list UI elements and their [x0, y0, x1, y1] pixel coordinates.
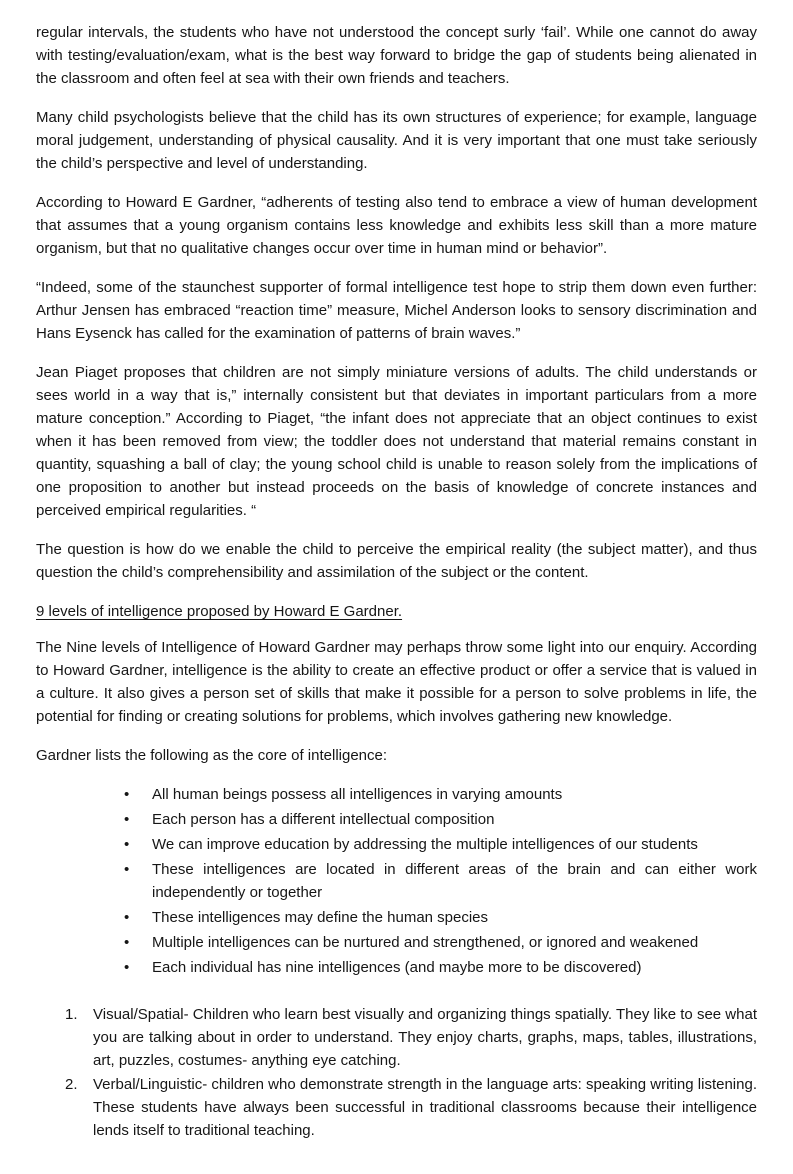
paragraph-gardner-quote: According to Howard E Gardner, “adherents of testing also tend to embrace a view of human development that assumes that a young organism contains less knowledge and exhibits less skill than a more mature organism, but that no qualitative changes occur over time in human mind or behavior”. — [36, 194, 757, 257]
bullet-item: • Each individual has nine intelligences (and maybe more to be discovered) — [36, 956, 757, 979]
numbered-item-visual-spatial — [36, 1003, 757, 1072]
paragraph-child-psychologists: Many child psychologists believe that the child has its own structures of experience; for example, language moral judgement, understanding of physical causality. And it is very important that one must take seriously the child’s perspective and level of understanding. — [36, 109, 757, 172]
intelligence-types-numbered-list — [36, 1003, 757, 1142]
bullet-item: • These intelligences are located in different areas of the brain and can either work independently or together — [36, 858, 757, 904]
paragraph-gardner-lists: Gardner lists the following as the core of intelligence: — [36, 747, 388, 764]
paragraph-indeed-quote: “Indeed, some of the staunchest supporter of formal intelligence test hope to strip them down even further: Arthur Jensen has embraced “reaction time” measure, Michel Anderson looks to sensory discrimination and Hans Eysenck has called for the examination of patterns of brain waves.” — [36, 279, 757, 342]
paragraph-the-question: The question is how do we enable the child to perceive the empirical reality (the subject matter), and thus question the child’s comprehensibility and assimilation of the subject or the content. — [36, 541, 757, 581]
item-text: Visual/Spatial- Children who learn best visually and organizing things spatially. They like to see what you are talking about in order to understand. They enjoy charts, graphs, maps, tables, illustrations, art, puzzles, costumes- anything eye catching. — [93, 1006, 757, 1069]
core-intelligence-bullet-list — [36, 783, 757, 979]
item-number: 1. — [65, 1006, 78, 1023]
bullet-item: • These intelligences may define the human species — [36, 906, 757, 929]
item-number: 2. — [65, 1076, 78, 1093]
paragraph-jean-piaget: Jean Piaget proposes that children are not simply miniature versions of adults. The child understands or sees world in a way that is,” internally consistent but that deviates in important particulars from a more mature conception.” According to Piaget, “the infant does not appreciate that an object continues to exist when it has been removed from view; the toddler does not understand that material remains constant in quantity, squashing a ball of clay; the young school child is unable to reason solely from the implications of one proposition to another but instead proceeds on the basis of knowledge of concrete instances and perceived empirical regularities. “ — [36, 364, 757, 519]
numbered-item-verbal-linguistic — [36, 1073, 757, 1142]
bullet-item: • We can improve education by addressing the multiple intelligences of our students — [36, 833, 757, 856]
paragraph-testing-gap: regular intervals, the students who have not understood the concept surly ‘fail’. While one cannot do away with testing/evaluation/exam, what is the best way forward to bridge the gap of students being alienated in the classroom and often feel at sea with their own friends and teachers. — [36, 24, 757, 87]
bullet-item: • Multiple intelligences can be nurtured and strengthened, or ignored and weakened — [36, 931, 757, 954]
bullet-item: • Each person has a different intellectual composition — [36, 808, 757, 831]
paragraph-nine-levels-intro: The Nine levels of Intelligence of Howard Gardner may perhaps throw some light into our enquiry. According to Howard Gardner, intelligence is the ability to create an effective product or offer a service that is valued in a culture. It also gives a person set of skills that make it possible for a person to solve problems in life, the potential for finding or creating solutions for problems, which involves gathering new knowledge. — [36, 639, 757, 725]
bullet-item: • All human beings possess all intelligences in varying amounts — [36, 783, 757, 806]
item-text: Verbal/Linguistic- children who demonstrate strength in the language arts: speaking writing listening. These students have always been successful in traditional classrooms because their intelligence lends itself to traditional teaching. — [93, 1076, 757, 1139]
section-heading-nine-levels: 9 levels of intelligence proposed by Howard E Gardner. — [36, 603, 403, 620]
